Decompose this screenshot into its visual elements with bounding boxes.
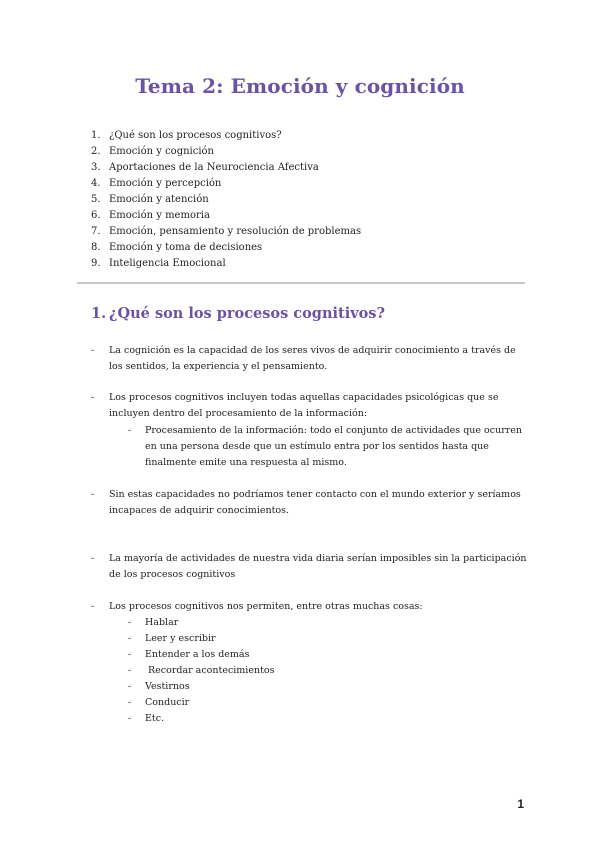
page-number: 1 [517, 797, 524, 811]
list-item: - Leer y escribir [128, 633, 216, 644]
list-item: - Hablar [128, 617, 179, 628]
section-heading: 1. ¿Qué son los procesos cognitivos? [91, 305, 385, 322]
toc-item: 5. Emoción y atención [91, 194, 209, 205]
list-item: - Etc. [128, 713, 165, 724]
list-item: - Recordar acontecimientos [128, 665, 275, 676]
toc-item: 8. Emoción y toma de decisiones [91, 242, 263, 253]
toc-item: 4. Emoción y percepción [91, 178, 222, 189]
bullet-item: - La cognición es la capacidad de los seres vivos de adquirir conocimiento a través de los sentidos, la experiencia y el pensamiento. [91, 345, 516, 372]
toc-item: 3. Aportaciones de la Neurociencia Afectiva [91, 162, 319, 173]
toc-item: 6. Emoción y memoria [91, 210, 210, 221]
list-item: - Conducir [128, 697, 190, 708]
bullet-item: - Los procesos cognitivos nos permiten, entre otras muchas cosas: [91, 601, 423, 612]
table-of-contents [91, 128, 361, 272]
bullet-item: - Los procesos cognitivos incluyen todas aquellas capacidades psicológicas que se incluyen dentro del procesamiento de la información: [91, 392, 499, 419]
toc-item: 1. ¿Qué son los procesos cognitivos? [91, 130, 282, 141]
page-title: Tema 2: Emoción y cognición [135, 74, 465, 98]
sub-bullet-item: - Procesamiento de la información: todo el conjunto de actividades que ocurren en una persona desde que un estímulo entra por los sentidos hasta que finalmente emite una respuesta al mismo. [128, 425, 523, 468]
toc-item: 9. Inteligencia Emocional [91, 258, 226, 269]
bullet-item: - Sin estas capacidades no podríamos tener contacto con el mundo exterior y seríamos incapaces de adquirir conocimientos. [91, 489, 521, 516]
bullet-item: - La mayoría de actividades de nuestra vida diaria serían imposibles sin la participación de los procesos cognitivos [91, 553, 527, 580]
list-item: - Vestirnos [128, 681, 190, 692]
toc-item: 7. Emoción, pensamiento y resolución de problemas [91, 226, 362, 237]
list-item: - Entender a los demás [128, 649, 250, 660]
section-divider [77, 282, 525, 284]
toc-item: 2. Emoción y cognición [91, 146, 214, 157]
